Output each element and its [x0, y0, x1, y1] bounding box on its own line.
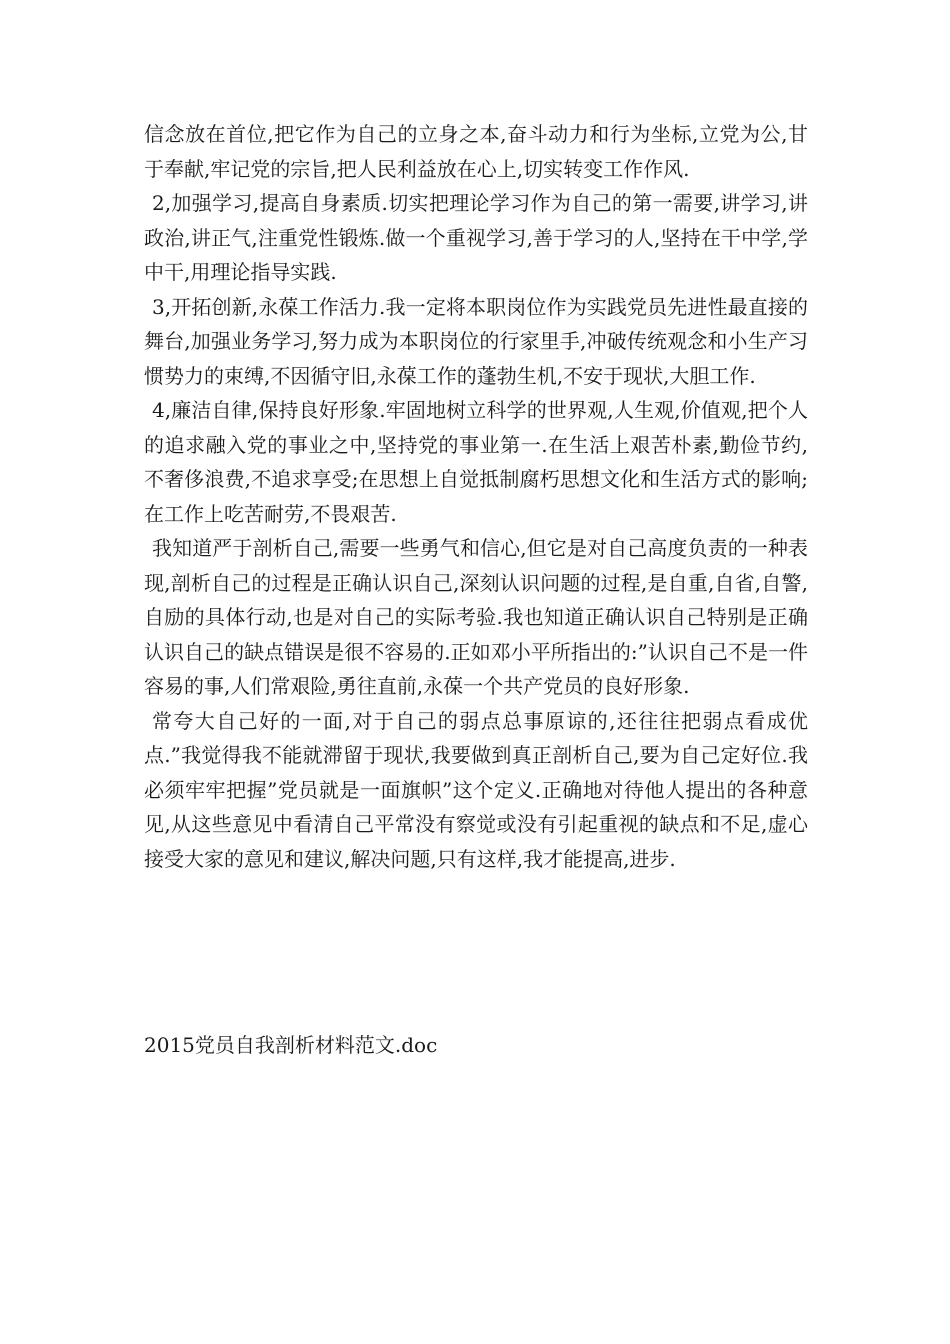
footer-filename: 2015党员自我剖析材料范文.doc	[144, 1033, 438, 1057]
paragraph-item-4: 4,廉洁自律,保持良好形象.牢固地树立科学的世界观,人生观,价值观,把个人的追求融入党的事业之中,坚持党的事业第一.在生活上艰苦朴素,勤俭节约,不奢侈浪费,不追求享受;在思想上自觉抵制腐朽思想文化和生活方式的影响;在工作上吃苦耐劳,不畏艰苦.	[144, 398, 808, 526]
paragraph-item-2: 2,加强学习,提高自身素质.切实把理论学习作为自己的第一需要,讲学习,讲政治,讲正气,注重党性锻炼.做一个重视学习,善于学习的人,坚持在干中学,学中干,用理论指导实践.	[144, 191, 808, 284]
paragraph-conclusion: 常夸大自己好的一面,对于自己的弱点总事原谅的,还往往把弱点看成优点.”我觉得我不能就滞留于现状,我要做到真正剖析自己,要为自己定好位.我必须牢牢把握”党员就是一面旗帜”这个定义.正确地对待他人提出的各种意见,从这些意见中看清自己平常没有察觉或没有引起重视的缺点和不足,虚心接受大家的意见和建议,解决问题,只有这样,我才能提高,进步.	[144, 708, 808, 871]
document-body	[144, 117, 808, 876]
paragraph-item-3: 3,开拓创新,永葆工作活力.我一定将本职岗位作为实践党员先进性最直接的舞台,加强业务学习,努力成为本职岗位的行家里手,冲破传统观念和小生产习惯势力的束缚,不因循守旧,永葆工作的蓬勃生机,不安于现状,大胆工作.	[144, 294, 808, 388]
paragraph-continuation: 信念放在首位,把它作为自己的立身之本,奋斗动力和行为坐标,立党为公,甘于奉献,牢记党的宗旨,把人民利益放在心上,切实转变工作作风.	[144, 122, 808, 181]
paragraph-self-analysis: 我知道严于剖析自己,需要一些勇气和信心,但它是对自己高度负责的一种表现,剖析自己的过程是正确认识自己,深刻认识问题的过程,是自重,自省,自警,自励的具体行动,也是对自己的实际考验.我也知道正确认识自己特别是正确认识自己的缺点错误是很不容易的.正如邓小平所指出的:”认识自己不是一件容易的事,人们常艰险,勇往直前,永葆一个共产党员的良好形象.	[144, 536, 808, 698]
